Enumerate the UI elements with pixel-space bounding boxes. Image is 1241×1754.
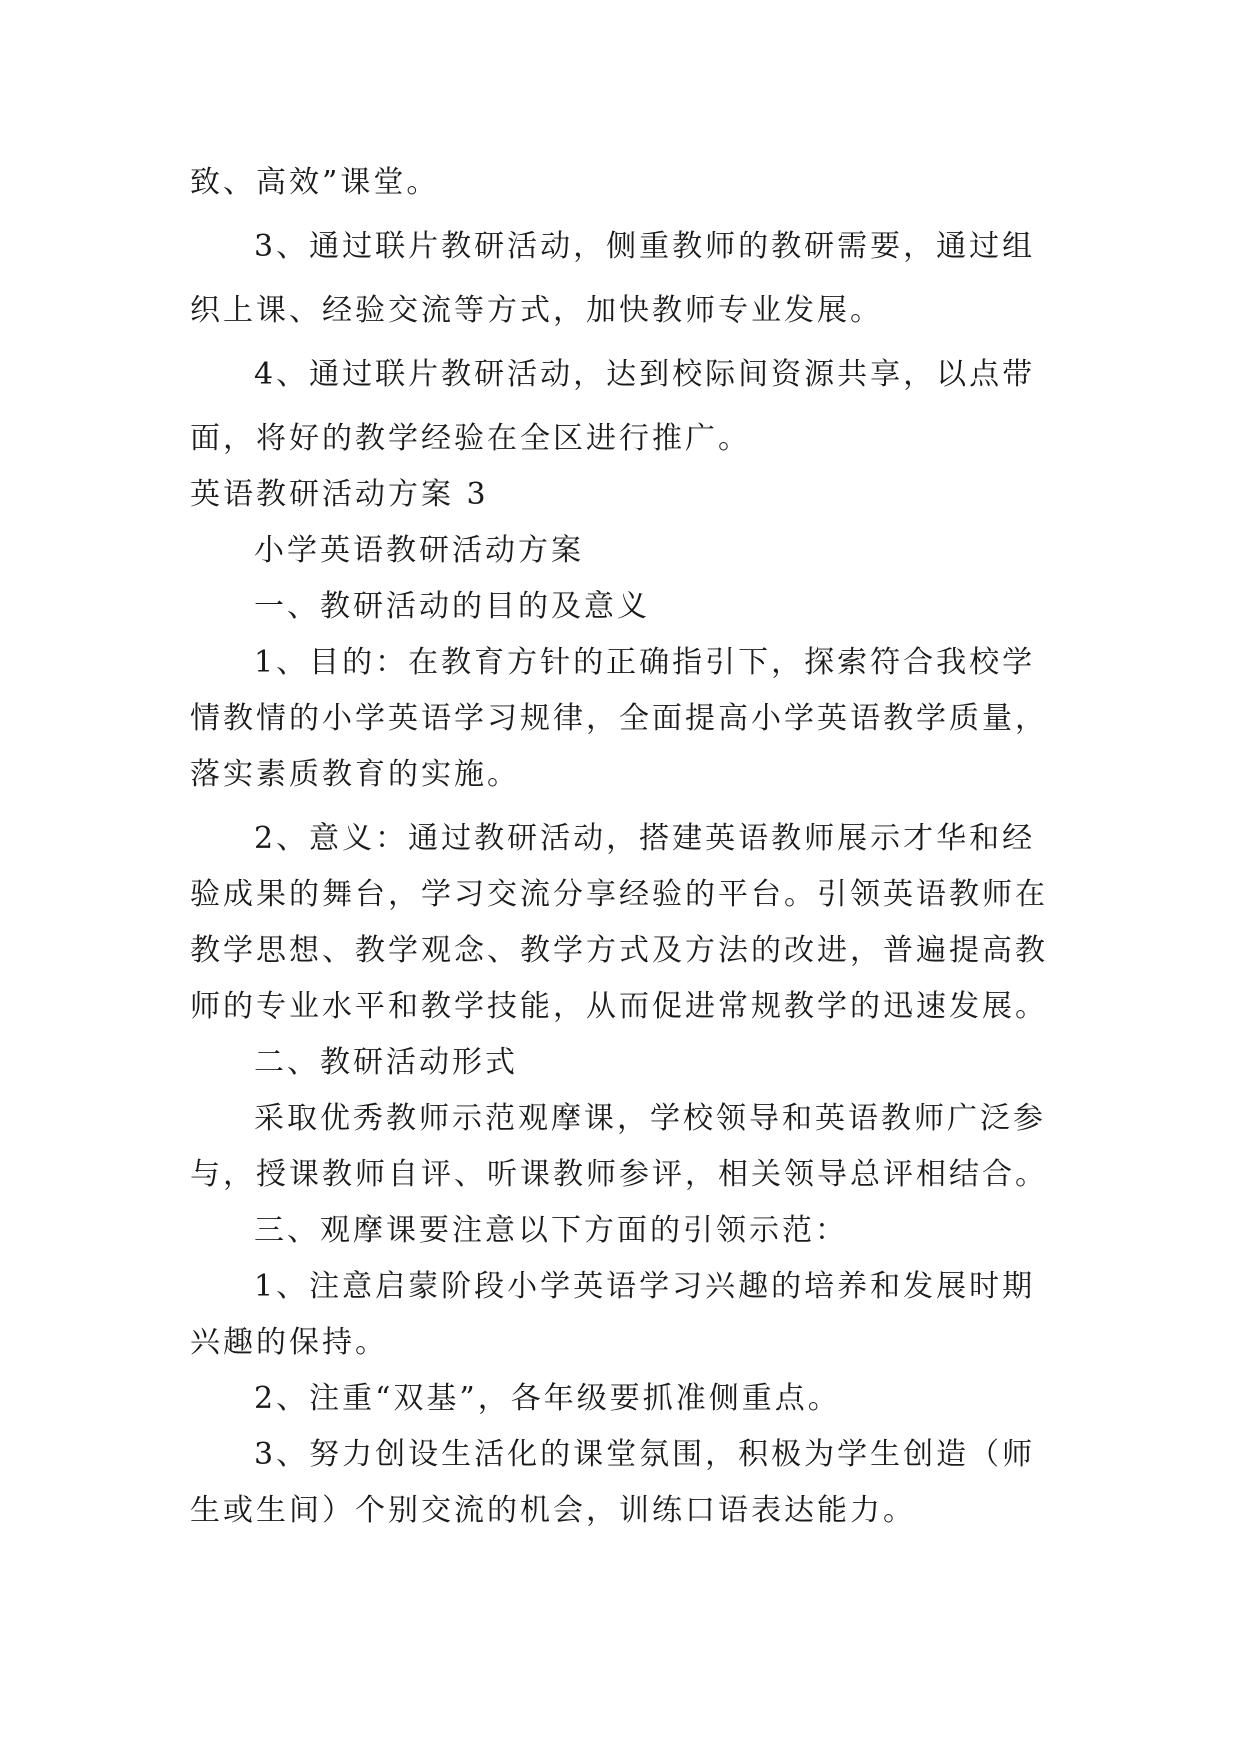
- section-heading: 一、教研活动的目的及意义: [254, 589, 650, 624]
- section-heading: 英语教研活动方案 3: [190, 477, 489, 512]
- text-line: 2、注重“双基”，各年级要抓准侧重点。: [254, 1381, 841, 1416]
- text-line: 1、注意启蒙阶段小学英语学习兴趣的培养和发展时期: [254, 1269, 1036, 1304]
- text-line: 3、通过联片教研活动，侧重教师的教研需要，通过组: [254, 229, 1036, 264]
- text-line: 面，将好的教学经验在全区进行推广。: [190, 421, 751, 456]
- text-line: 兴趣的保持。: [190, 1325, 388, 1360]
- section-heading: 二、教研活动形式: [254, 1045, 518, 1080]
- document-body: [190, 155, 1055, 1539]
- text-line: 2、意义：通过教研活动，搭建英语教师展示才华和经: [254, 821, 1036, 856]
- text-line: 4、通过联片教研活动，达到校际间资源共享，以点带: [254, 357, 1036, 392]
- text-line: 织上课、经验交流等方式，加快教师专业发展。: [190, 293, 883, 328]
- text-line: 3、努力创设生活化的课堂氛围，积极为学生创造（师: [254, 1437, 1036, 1472]
- text-line: 师的专业水平和教学技能，从而促进常规教学的迅速发展。: [190, 989, 1048, 1024]
- text-line: 落实素质教育的实施。: [190, 757, 520, 792]
- text-line: 与，授课教师自评、听课教师参评，相关领导总评相结合。: [190, 1157, 1048, 1192]
- text-line: 教学思想、教学观念、教学方式及方法的改进，普遍提高教: [190, 933, 1048, 968]
- document-title: 小学英语教研活动方案: [254, 533, 584, 568]
- text-line: 生或生间）个别交流的机会，训练口语表达能力。: [190, 1493, 916, 1528]
- section-heading: 三、观摩课要注意以下方面的引领示范：: [254, 1213, 848, 1248]
- text-line: 致、高效”课堂。: [190, 165, 440, 200]
- text-line: 情教情的小学英语学习规律，全面提高小学英语教学质量，: [190, 701, 1048, 736]
- text-line: 采取优秀教师示范观摩课，学校领导和英语教师广泛参: [254, 1101, 1046, 1136]
- text-line: 验成果的舞台，学习交流分享经验的平台。引领英语教师在: [190, 877, 1048, 912]
- text-line: 1、目的：在教育方针的正确指引下，探索符合我校学: [254, 645, 1036, 680]
